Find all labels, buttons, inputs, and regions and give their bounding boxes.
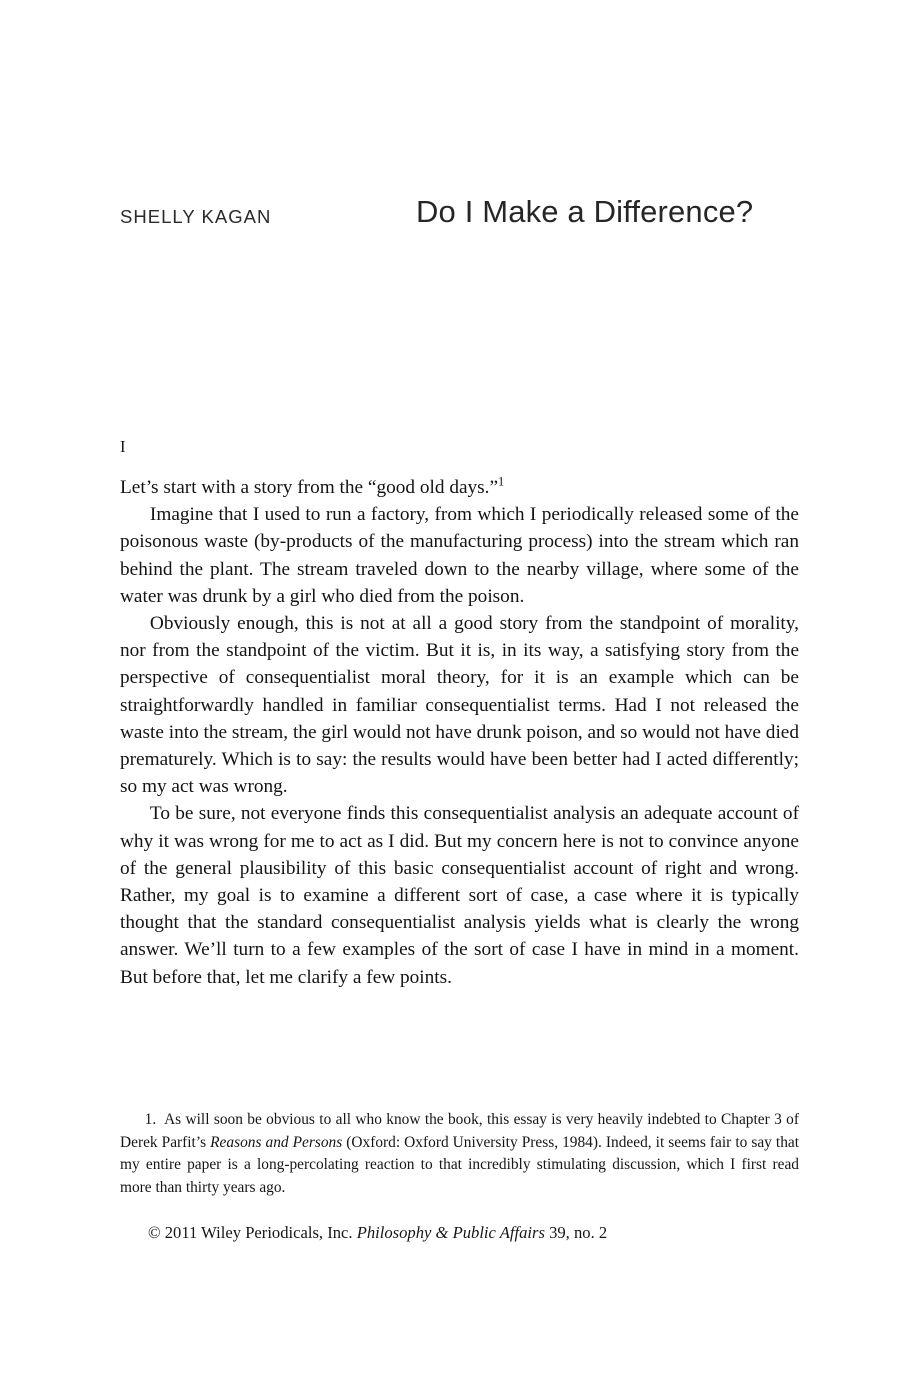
- body-column: [120, 437, 799, 991]
- footnote-text-part-2: (Oxford: Oxford University Press, 1984). Indeed, it seems fair to say that my entire paper is a long-percolating reaction to that incredibly stimulating discussion, which I first read more than thirty years ago.: [120, 1133, 799, 1196]
- paragraph-3: Obviously enough, this is not at all a good story from the standpoint of morality, nor from the standpoint of the victim. But it is, in its way, a satisfying story from the perspective of consequentialist moral theory, for it is an example which can be straightforwardly handled in familiar consequentialist terms. Had I not released the waste into the stream, the girl would not have drunk poison, and so would not have died prematurely. Which is to say: the results would have been better had I acted differently; so my act was wrong.: [120, 613, 800, 798]
- paragraph-1: [120, 474, 799, 501]
- paragraph-1-text: Let’s start with a story from the “good old days.”: [120, 477, 499, 498]
- section-number: I: [120, 437, 126, 456]
- footnote-reference-1[interactable]: 1: [498, 474, 505, 489]
- article-title: Do I Make a Difference?: [416, 194, 754, 229]
- author-name: SHELLY KAGAN: [120, 206, 272, 227]
- footnote-text-part-1: As will soon be obvious to all who know the book, this essay is very heavily indebted to Chapter 3 of Derek Parfit’s: [120, 1111, 799, 1151]
- running-head: [120, 194, 798, 240]
- copyright-line: [148, 1222, 800, 1244]
- journal-name: Philosophy & Public Affairs: [356, 1223, 545, 1242]
- footnote-1: [120, 1109, 799, 1199]
- footnote-book-title: Reasons and Persons: [210, 1133, 343, 1151]
- paragraph-2: Imagine that I used to run a factory, from which I periodically released some of the poisonous waste (by-products of the manufacturing process) into the stream which ran behind the plant. The stream traveled down to the nearby village, where some of the water was drunk by a girl who died from the poison.: [120, 504, 799, 607]
- copyright-text-part-2: 39, no. 2: [544, 1223, 608, 1242]
- copyright-text-part-1: © 2011 Wiley Periodicals, Inc.: [148, 1223, 357, 1242]
- footnote-number: 1.: [144, 1111, 157, 1128]
- paragraph-4: To be sure, not everyone finds this consequentialist analysis an adequate account of why it was wrong for me to act as I did. But my concern here is not to convince anyone of the general plausibility of this basic consequentialist account of right and wrong. Rather, my goal is to examine a different sort of case, a case where it is typically thought that the standard consequentialist analysis yields what is clearly the wrong answer. We’ll turn to a few examples of the sort of case I have in mind in a moment. But before that, let me clarify a few points.: [120, 803, 799, 988]
